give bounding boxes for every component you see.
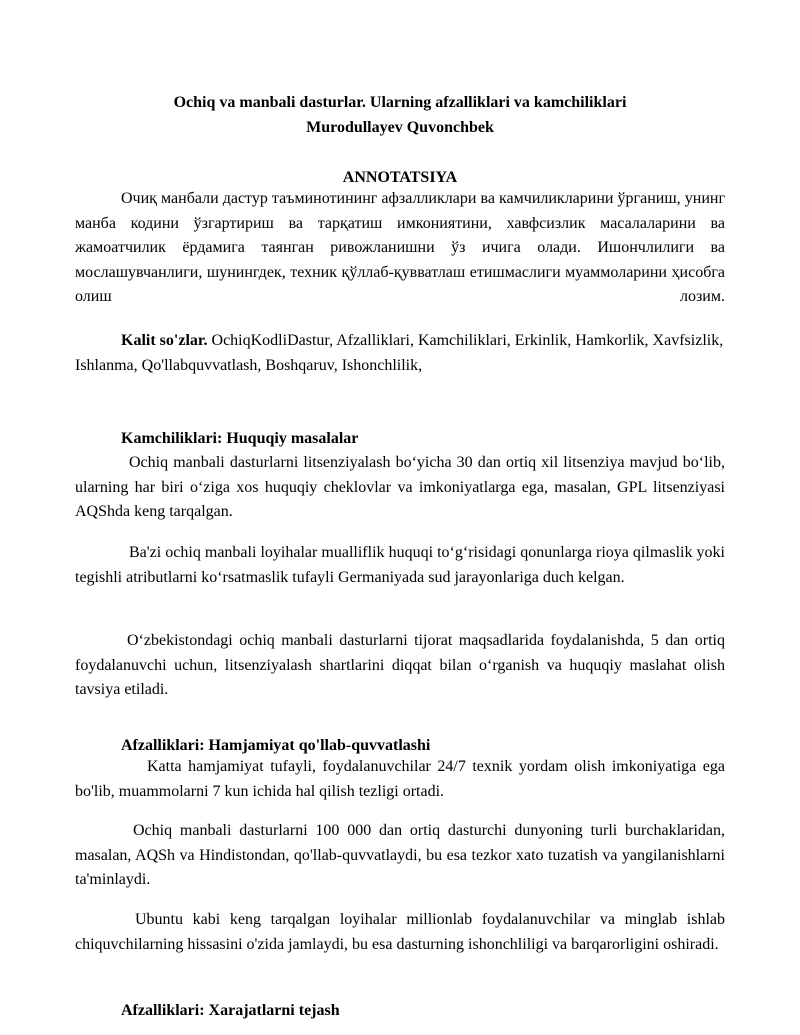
keywords-paragraph (75, 329, 725, 378)
section-heading-community-support: Afzalliklari: Hamjamiyat qo'llab-quvvatlashi (121, 737, 431, 754)
section-heading-legal-issues: Kamchiliklari: Huquqiy masalalar (121, 430, 359, 447)
author-name: Murodullayev Quvonchbek (306, 119, 494, 136)
paragraph-ubuntu: Ubuntu kabi keng tarqalgan loyihalar millionlab foydalanuvchilar va minglab ishlab chiquvchilarning hissasini o'zida jamlaydi, bu esa dasturning ishonchliligi va barqarorligini oshiradi. (75, 911, 725, 953)
document-title: Ochiq va manbali dasturlar. Ularning afzalliklari va kamchiliklari (173, 94, 627, 111)
section-heading-cost-savings: Afzalliklari: Xarajatlarni tejash (121, 1002, 340, 1019)
annotation-text: Очиқ манбали дастур таъминотининг афзалликлари ва камчиликларини ўрганиш, унинг манба кодини ўзгартириш ва тарқатиш имкониятини, хавфсизлик масалаларини ва жамоатчилик ёрдамига таянган ривожланишни ўз ичига олади. Ишончлилиги ва мослашувчанлиги, шунингдек, техник қўллаб-қувватлаш етишмаслиги муаммоларини ҳисобга олиш лозим. (75, 190, 725, 305)
annotation-heading: ANNOTATSIYA (342, 169, 458, 186)
paragraph-community-24-7: Katta hamjamiyat tufayli, foydalanuvchilar 24/7 texnik yordam olish imkoniyatiga ega bo'lib, muammolarni 7 kun ichida hal qilish tezligi ortadi. (75, 758, 725, 800)
paragraph-uzbekistan-licensing: O‘zbekistondagi ochiq manbali dasturlarni tijorat maqsadlarida foydalanishda, 5 dan ortiq foydalanuvchi uchun, litsenziyalash shartlarini diqqat bilan o‘rganish va huquqiy maslahat olish tavsiya etiladi. (75, 632, 725, 698)
keywords-label: Kalit so'zlar. (121, 332, 208, 349)
paragraph-copyright-lawsuits: Ba'zi ochiq manbali loyihalar mualliflik huquqi to‘g‘risidagi qonunlarga rioya qilmaslik yoki tegishli atributlarni ko‘rsatmaslik tufayli Germaniyada sud jarayonlariga duch kelgan. (75, 544, 725, 586)
paragraph-developers-worldwide: Ochiq manbali dasturlarni 100 000 dan ortiq dasturchi dunyoning turli burchaklaridan, masalan, AQSh va Hindistondan, qo'llab-quvvatlaydi, bu esa tezkor xato tuzatish va yangilanishlarni ta'minlaydi. (75, 822, 725, 888)
keywords-text: OchiqKodliDastur, Afzalliklari, Kamchiliklari, Erkinlik, Hamkorlik, Xavfsizlik, Ishlanma, Qo'llabquvvatlash, Boshqaruv, Ishonchlilik, (75, 332, 724, 374)
paragraph-licensing: Ochiq manbali dasturlarni litsenziyalash bo‘yicha 30 dan ortiq xil litsenziya mavjud bo‘lib, ularning har biri o‘ziga xos huquqiy cheklovlar va imkoniyatlarga ega, masalan, GPL litsenziyasi AQShda keng tarqalgan. (75, 454, 725, 520)
